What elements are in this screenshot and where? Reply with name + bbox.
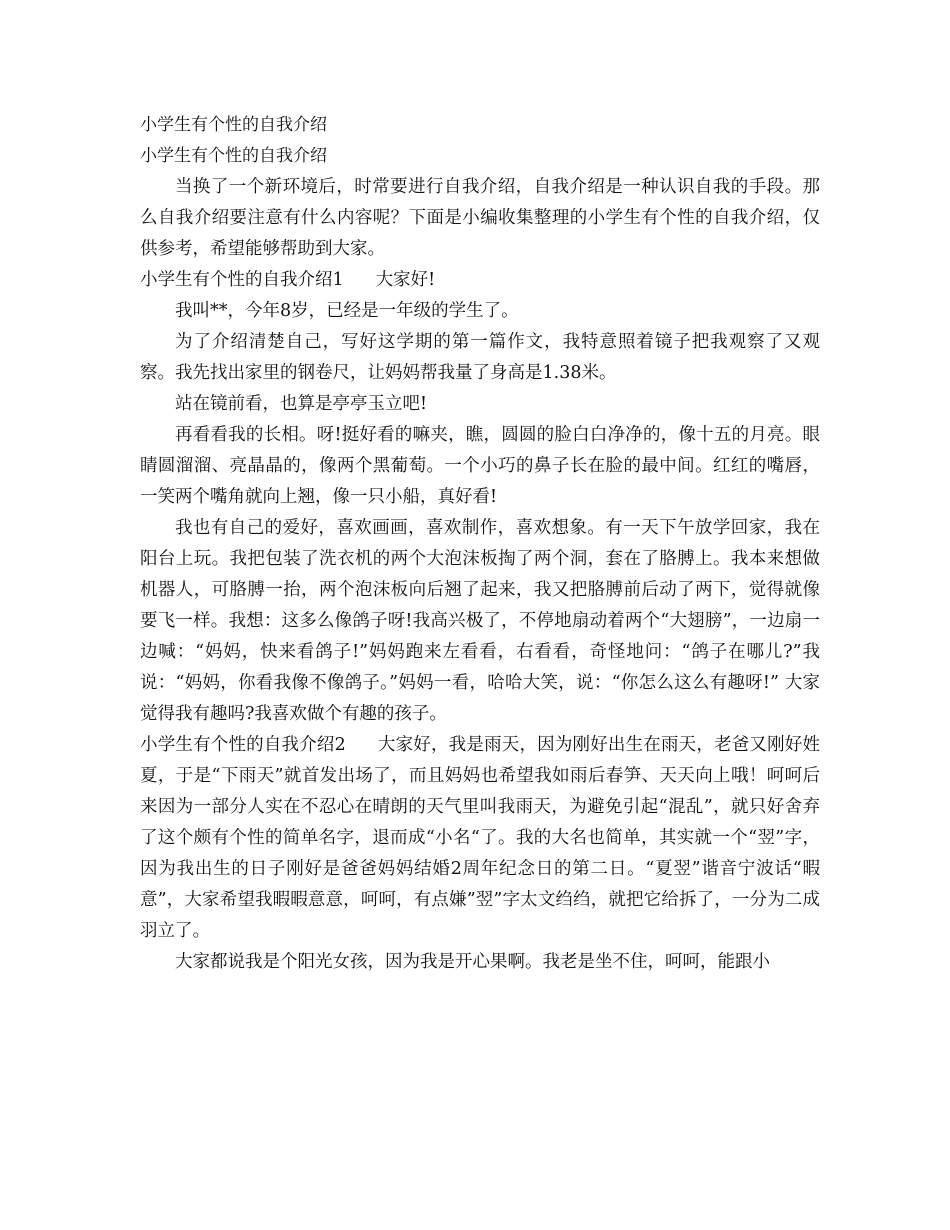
- section1-lead: 大家好!: [375, 270, 436, 290]
- section2-paragraph: 大家都说我是个阳光女孩，因为我是开心果啊。我老是坐不住，呵呵，能跟小: [175, 952, 770, 972]
- section1-paragraph: 我叫**，今年8岁，已经是一年级的学生了。: [175, 301, 519, 321]
- section2-heading: 小学生有个性的自我介绍2: [140, 735, 346, 755]
- section1-paragraph: 我也有自己的爱好，喜欢画画，喜欢制作，喜欢想象。有一天下午放学回家，我在阳台上玩。我把包装了洗衣机的两个大泡沫板掏了两个洞，套在了胳膊上。我本来想做机器人，可胳膊一抬，两个泡沫板向后翘了起来，我又把胳膊前后动了两下，觉得就像要飞一样。我想：这多么像鸽子呀!我高兴极了，不停地扇动着两个“大翅膀”，一边扇一边喊：“妈妈，快来看鸽子!”妈妈跑来左看看，右看看，奇怪地问：“鸽子在哪儿?”我说：“妈妈，你看我像不像鸽子。”妈妈一看，哈哈大笑，说：“你怎么这么有趣呀!” 大家觉得我有趣吗?我喜欢做个有趣的孩子。: [140, 518, 820, 724]
- document-subtitle: 小学生有个性的自我介绍: [140, 146, 327, 166]
- section2-lead: 大家好，我是雨天，因为刚好出生在雨天，老爸又刚好姓夏，于是“下雨天”就首发出场了，而且妈妈也希望我如雨后春笋、天天向上哦！呵呵后来因为一部分人实在不忍心在晴朗的天气里叫我雨天，为避免引起“混乱”，就只好舍弃了这个颇有个性的简单名字，退而成“小名“了。我的大名也简单，其实就一个“翌”字，因为我出生的日子刚好是爸爸妈妈结婚2周年纪念日的第二日。“夏翌”谐音宁波话“暇意”，大家希望我暇暇意意，呵呵，有点嫌”翌”字太文绉绉，就把它给拆了，一分为二成羽立了。: [140, 735, 820, 941]
- section1-paragraph: 为了介绍清楚自己，写好这学期的第一篇作文，我特意照着镜子把我观察了又观察。我先找出家里的钢卷尺，让妈妈帮我量了身高是1.38米。: [140, 332, 820, 383]
- section1-heading: 小学生有个性的自我介绍1: [140, 270, 344, 290]
- section1-paragraph: 站在镜前看，也算是亭亭玉立吧!: [175, 394, 428, 414]
- document-body: [140, 110, 820, 978]
- section1-paragraph: 再看看我的长相。呀!挺好看的嘛夹，瞧，圆圆的脸白白净净的，像十五的月亮。眼睛圆溜溜、亮晶晶的，像两个黑葡萄。一个小巧的鼻子长在脸的最中间。红红的嘴唇，一笑两个嘴角就向上翘，像一只小船，真好看!: [140, 425, 820, 507]
- section2-heading-paragraph: [140, 730, 820, 947]
- document-title: 小学生有个性的自我介绍: [140, 115, 327, 135]
- section1-heading-line: [140, 265, 820, 296]
- intro-paragraph: 当换了一个新环境后，时常要进行自我介绍，自我介绍是一种认识自我的手段。那么自我介绍要注意有什么内容呢？下面是小编收集整理的小学生有个性的自我介绍，仅供参考，希望能够帮助到大家。: [140, 177, 820, 259]
